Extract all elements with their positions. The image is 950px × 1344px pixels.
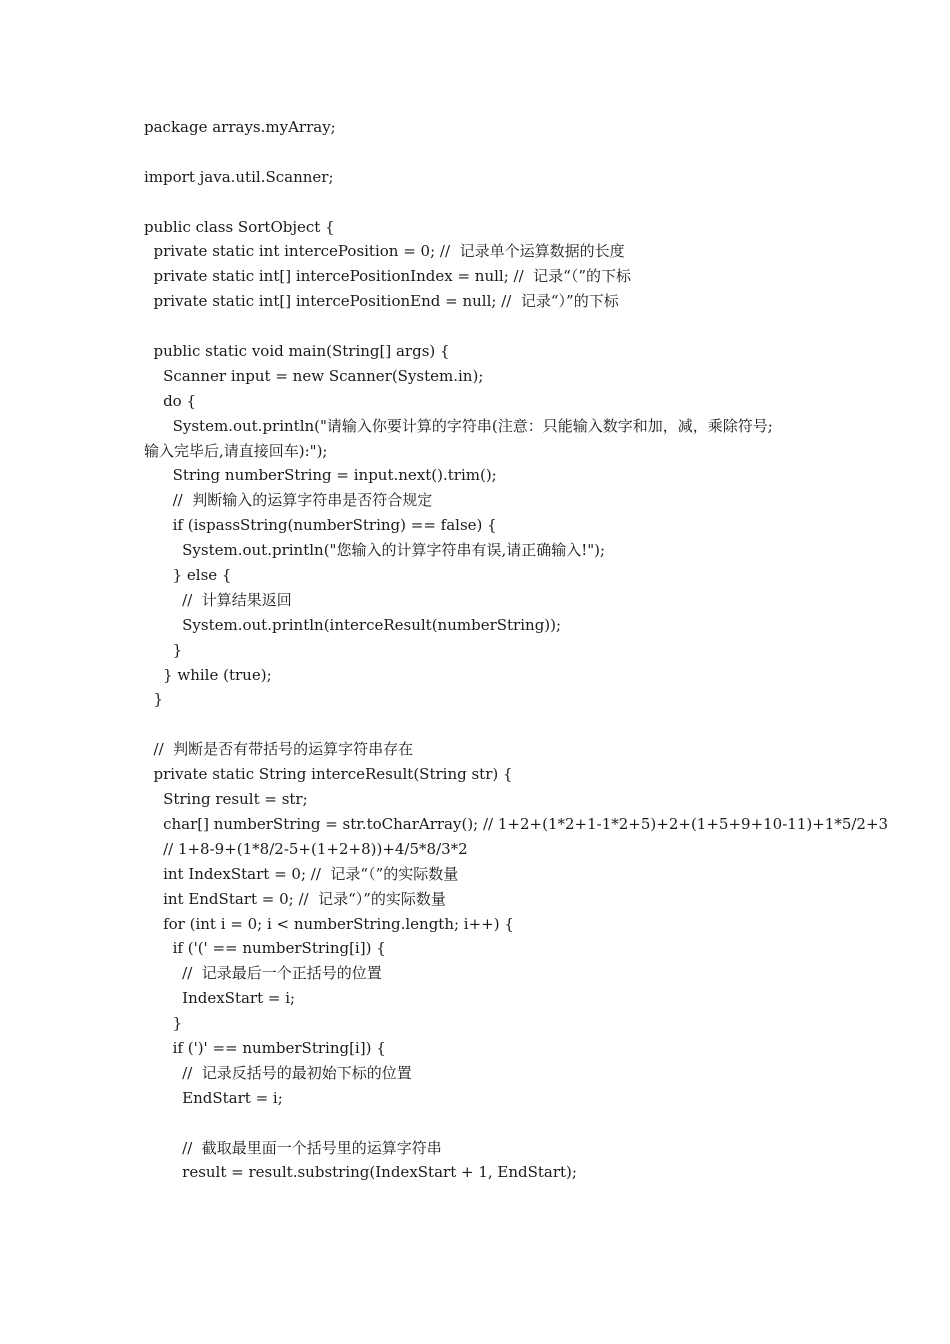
code-line-12: do { (144, 391, 197, 410)
code-line-28: String result = str; (144, 790, 308, 809)
code-line-24: } (144, 690, 164, 709)
code-line-32: int EndStart = 0; // 记录“）”的实际数量 (144, 889, 446, 908)
code-line-1: package arrays.myArray; (144, 118, 336, 136)
code-listing (144, 115, 889, 1185)
code-line-39: // 记录反括号的最初始下标的位置 (144, 1063, 412, 1082)
code-line-7: private static int[] intercePositionIndex = null; // 记录“（”的下标 (144, 267, 632, 286)
code-line-42: // 截取最里面一个括号里的运算字符串 (144, 1138, 442, 1157)
code-line-41 (144, 1111, 824, 1136)
code-line-27: private static String interceResult(String str) { (144, 765, 513, 784)
code-line-38: if (')' == numberString[i]) { (144, 1038, 386, 1057)
code-line-8: private static int[] intercePositionEnd = null; // 记录“）”的下标 (144, 292, 619, 311)
code-line-22: } (144, 640, 183, 659)
code-line-26: // 判断是否有带括号的运算字符串存在 (144, 740, 414, 759)
code-line-14: 输入完毕后,请直接回车):"); (144, 441, 328, 460)
code-line-11: Scanner input = new Scanner(System.in); (144, 366, 484, 385)
code-line-20: // 计算结果返回 (144, 590, 292, 609)
code-line-19: } else { (144, 566, 232, 585)
code-line-6: private static int intercePosition = 0; // 记录单个运算数据的长度 (144, 242, 625, 261)
code-line-35: // 记录最后一个正括号的位置 (144, 964, 382, 983)
code-line-29: char[] numberString = str.toCharArray(); // 1+2+(1*2+1-1*2+5)+2+(1+5+9+10-11)+1*5/2+3 (144, 814, 889, 833)
code-line-40: EndStart = i; (144, 1088, 283, 1107)
code-line-21: System.out.println(interceResult(numberString)); (144, 615, 562, 634)
code-line-30: // 1+8-9+(1*8/2-5+(1+2+8))+4/5*8/3*2 (144, 839, 468, 858)
code-line-3: import java.util.Scanner; (144, 167, 334, 186)
code-line-16: // 判断输入的运算字符串是否符合规定 (144, 491, 433, 510)
code-line-4 (144, 190, 824, 215)
code-line-9 (144, 314, 824, 339)
code-line-2 (144, 140, 824, 165)
code-line-36: IndexStart = i; (144, 989, 296, 1008)
code-line-33: for (int i = 0; i < numberString.length; i++) { (144, 914, 514, 933)
code-line-43: result = result.substring(IndexStart + 1, EndStart); (144, 1163, 577, 1182)
code-line-13: System.out.println("请输入你要计算的字符串(注意：只能输入数字和加，减，乘除符号; (144, 416, 773, 435)
code-line-37: } (144, 1014, 183, 1033)
code-line-31: int IndexStart = 0; // 记录“（”的实际数量 (144, 864, 459, 883)
code-line-18: System.out.println("您输入的计算字符串有误,请正确输入!"); (144, 541, 606, 560)
code-line-17: if (ispassString(numberString) == false) { (144, 516, 497, 535)
code-line-5: public class SortObject { (144, 217, 335, 236)
code-line-23: } while (true); (144, 665, 272, 684)
code-line-10: public static void main(String[] args) { (144, 342, 450, 361)
code-line-15: String numberString = input.next().trim(); (144, 466, 497, 485)
code-line-25 (144, 712, 824, 737)
code-line-34: if ('(' == numberString[i]) { (144, 939, 386, 958)
